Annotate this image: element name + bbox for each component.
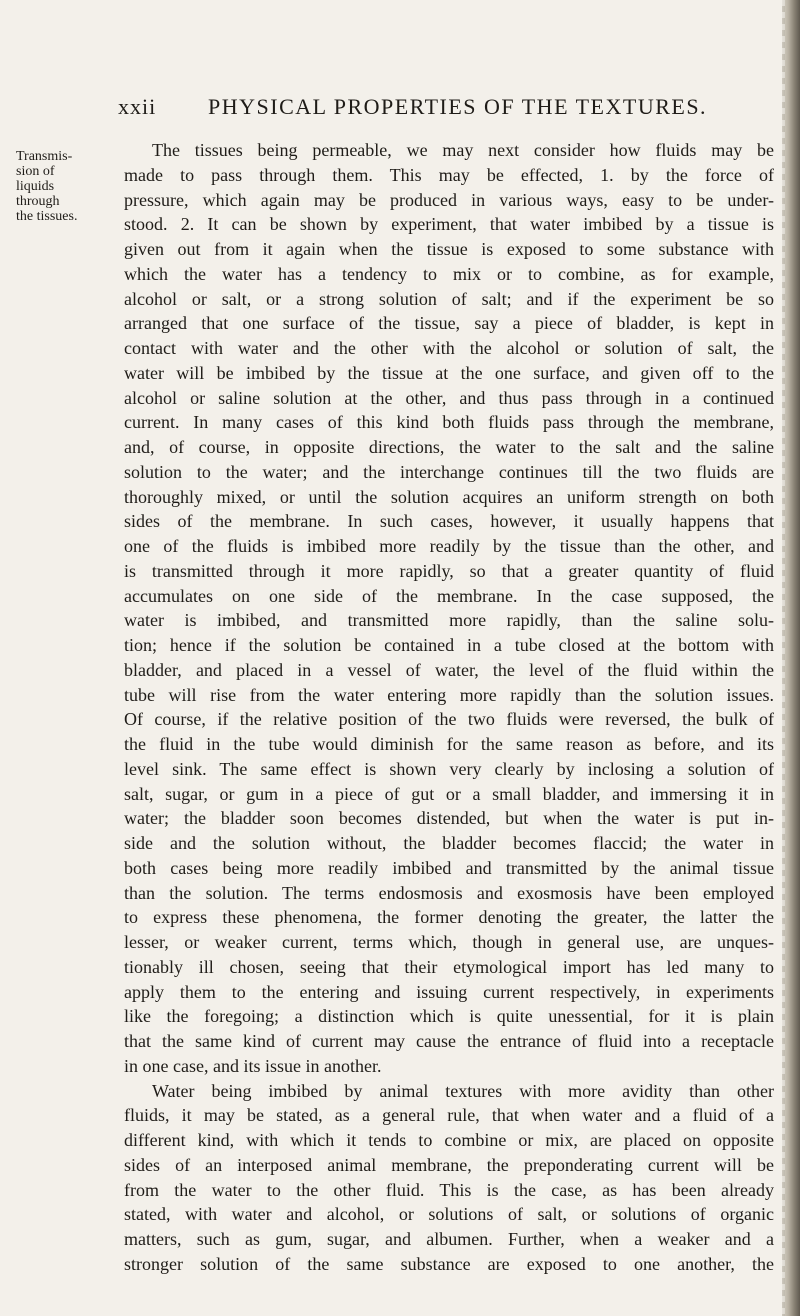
text-line: The tissues being permeable, we may next consider how fluids may be <box>152 140 774 160</box>
text-line: current. In many cases of this kind both fluids pass through the membrane, <box>124 412 774 433</box>
text-line: from the water to the other fluid. This is the case, as has been already <box>124 1179 774 1200</box>
text-line: Water being imbibed by animal textures with more avidity than other <box>152 1080 774 1101</box>
sidenote-line: liquids <box>16 179 55 194</box>
text-line: pressure, which again may be produced in various ways, easy to be under- <box>124 189 774 210</box>
page-edge-shadow <box>782 0 800 1316</box>
text-line: level sink. The same effect is shown very clearly by inclosing a solution of <box>124 758 774 779</box>
text-line: sides of the membrane. In such cases, however, it usually happens that <box>124 511 774 532</box>
text-line: water is imbibed, and transmitted more rapidly, than the saline solu- <box>124 610 774 631</box>
text-line: water will be imbibed by the tissue at the one surface, and given off to the <box>124 362 774 383</box>
sidenote-line: the tissues. <box>16 209 78 224</box>
text-line: like the foregoing; a distinction which is quite unessential, for it is plain <box>124 1006 774 1027</box>
margin-sidenote <box>16 149 108 224</box>
text-line: fluids, it may be stated, as a general rule, that when water and a fluid of a <box>124 1105 774 1126</box>
text-line: thoroughly mixed, or until the solution acquires an uniform strength on both <box>124 486 774 507</box>
text-line: stood. 2. It can be shown by experiment, that water imbibed by a tissue is <box>124 214 774 235</box>
text-line: than the solution. The terms endosmosis and exosmosis have been employed <box>124 882 774 903</box>
text-line: is transmitted through it more rapidly, so that a greater quantity of fluid <box>124 560 774 581</box>
text-line: which the water has a tendency to mix or to combine, as for example, <box>124 263 774 284</box>
text-line: tube will rise from the water entering more rapidly than the solution issues. <box>124 684 774 705</box>
text-line: alcohol or saline solution at the other, and thus pass through in a continued <box>124 387 774 408</box>
text-line: tion; hence if the solution be contained in a tube closed at the bottom with <box>124 635 774 655</box>
text-line: lesser, or weaker current, terms which, though in general use, are unques- <box>124 932 774 952</box>
text-line: alcohol or salt, or a strong solution of salt; and if the experiment be so <box>124 288 774 309</box>
text-line: water; the bladder soon becomes distended, but when the water is put in- <box>124 808 774 829</box>
sidenote-line: sion of <box>16 164 55 179</box>
text-line: made to pass through them. This may be effected, 1. by the force of <box>124 164 774 185</box>
text-line: Of course, if the relative position of the two fluids were reversed, the bulk of <box>124 709 774 730</box>
text-line: side and the solution without, the bladder becomes flaccid; the water in <box>124 833 774 853</box>
running-title: PHYSICAL PROPERTIES OF THE TEXTURES. <box>208 94 708 119</box>
text-line: apply them to the entering and issuing current respectively, in experiments <box>124 981 774 1002</box>
text-line: arranged that one surface of the tissue, say a piece of bladder, is kept in <box>124 313 774 334</box>
text-line: salt, sugar, or gum in a piece of gut or a small bladder, and immersing it in <box>124 783 774 804</box>
text-line: different kind, with which it tends to combine or mix, are placed on opposite <box>124 1130 774 1150</box>
text-line: matters, such as gum, sugar, and albumen. Further, when a weaker and a <box>124 1229 774 1249</box>
text-line: one of the fluids is imbibed more readily by the tissue than the other, and <box>124 536 774 556</box>
text-line: accumulates on one side of the membrane. In the case supposed, the <box>124 585 774 606</box>
text-line: stated, with water and alcohol, or solutions of salt, or solutions of organic <box>124 1204 774 1225</box>
text-line: tionably ill chosen, seeing that their etymological import has led many to <box>124 956 774 977</box>
text-line: and, of course, in opposite directions, the water to the salt and the saline <box>124 437 774 457</box>
text-line: to express these phenomena, the former denoting the greater, the latter the <box>124 907 774 928</box>
text-line: solution to the water; and the interchange continues till the two fluids are <box>124 461 774 482</box>
text-line: bladder, and placed in a vessel of water, the level of the fluid within the <box>124 659 774 680</box>
text-line: sides of an interposed animal membrane, the preponderating current will be <box>124 1154 774 1175</box>
text-line: stronger solution of the same substance are exposed to one another, the <box>124 1253 774 1274</box>
sidenote-line: through <box>16 194 60 209</box>
text-line: both cases being more readily imbibed and transmitted by the animal tissue <box>124 857 774 878</box>
text-line: in one case, and its issue in another. <box>124 1055 382 1076</box>
sidenote-line: Transmis- <box>16 149 73 164</box>
page-number: xxii <box>118 94 157 119</box>
body-text <box>124 138 774 1277</box>
text-line: the fluid in the tube would diminish for the same reason as before, and its <box>124 734 774 754</box>
text-line: contact with water and the other with the alcohol or solution of salt, the <box>124 338 774 358</box>
page-header <box>118 90 778 124</box>
text-line: given out from it again when the tissue is exposed to some substance with <box>124 239 774 259</box>
text-line: that the same kind of current may cause the entrance of fluid into a receptacle <box>124 1031 774 1051</box>
